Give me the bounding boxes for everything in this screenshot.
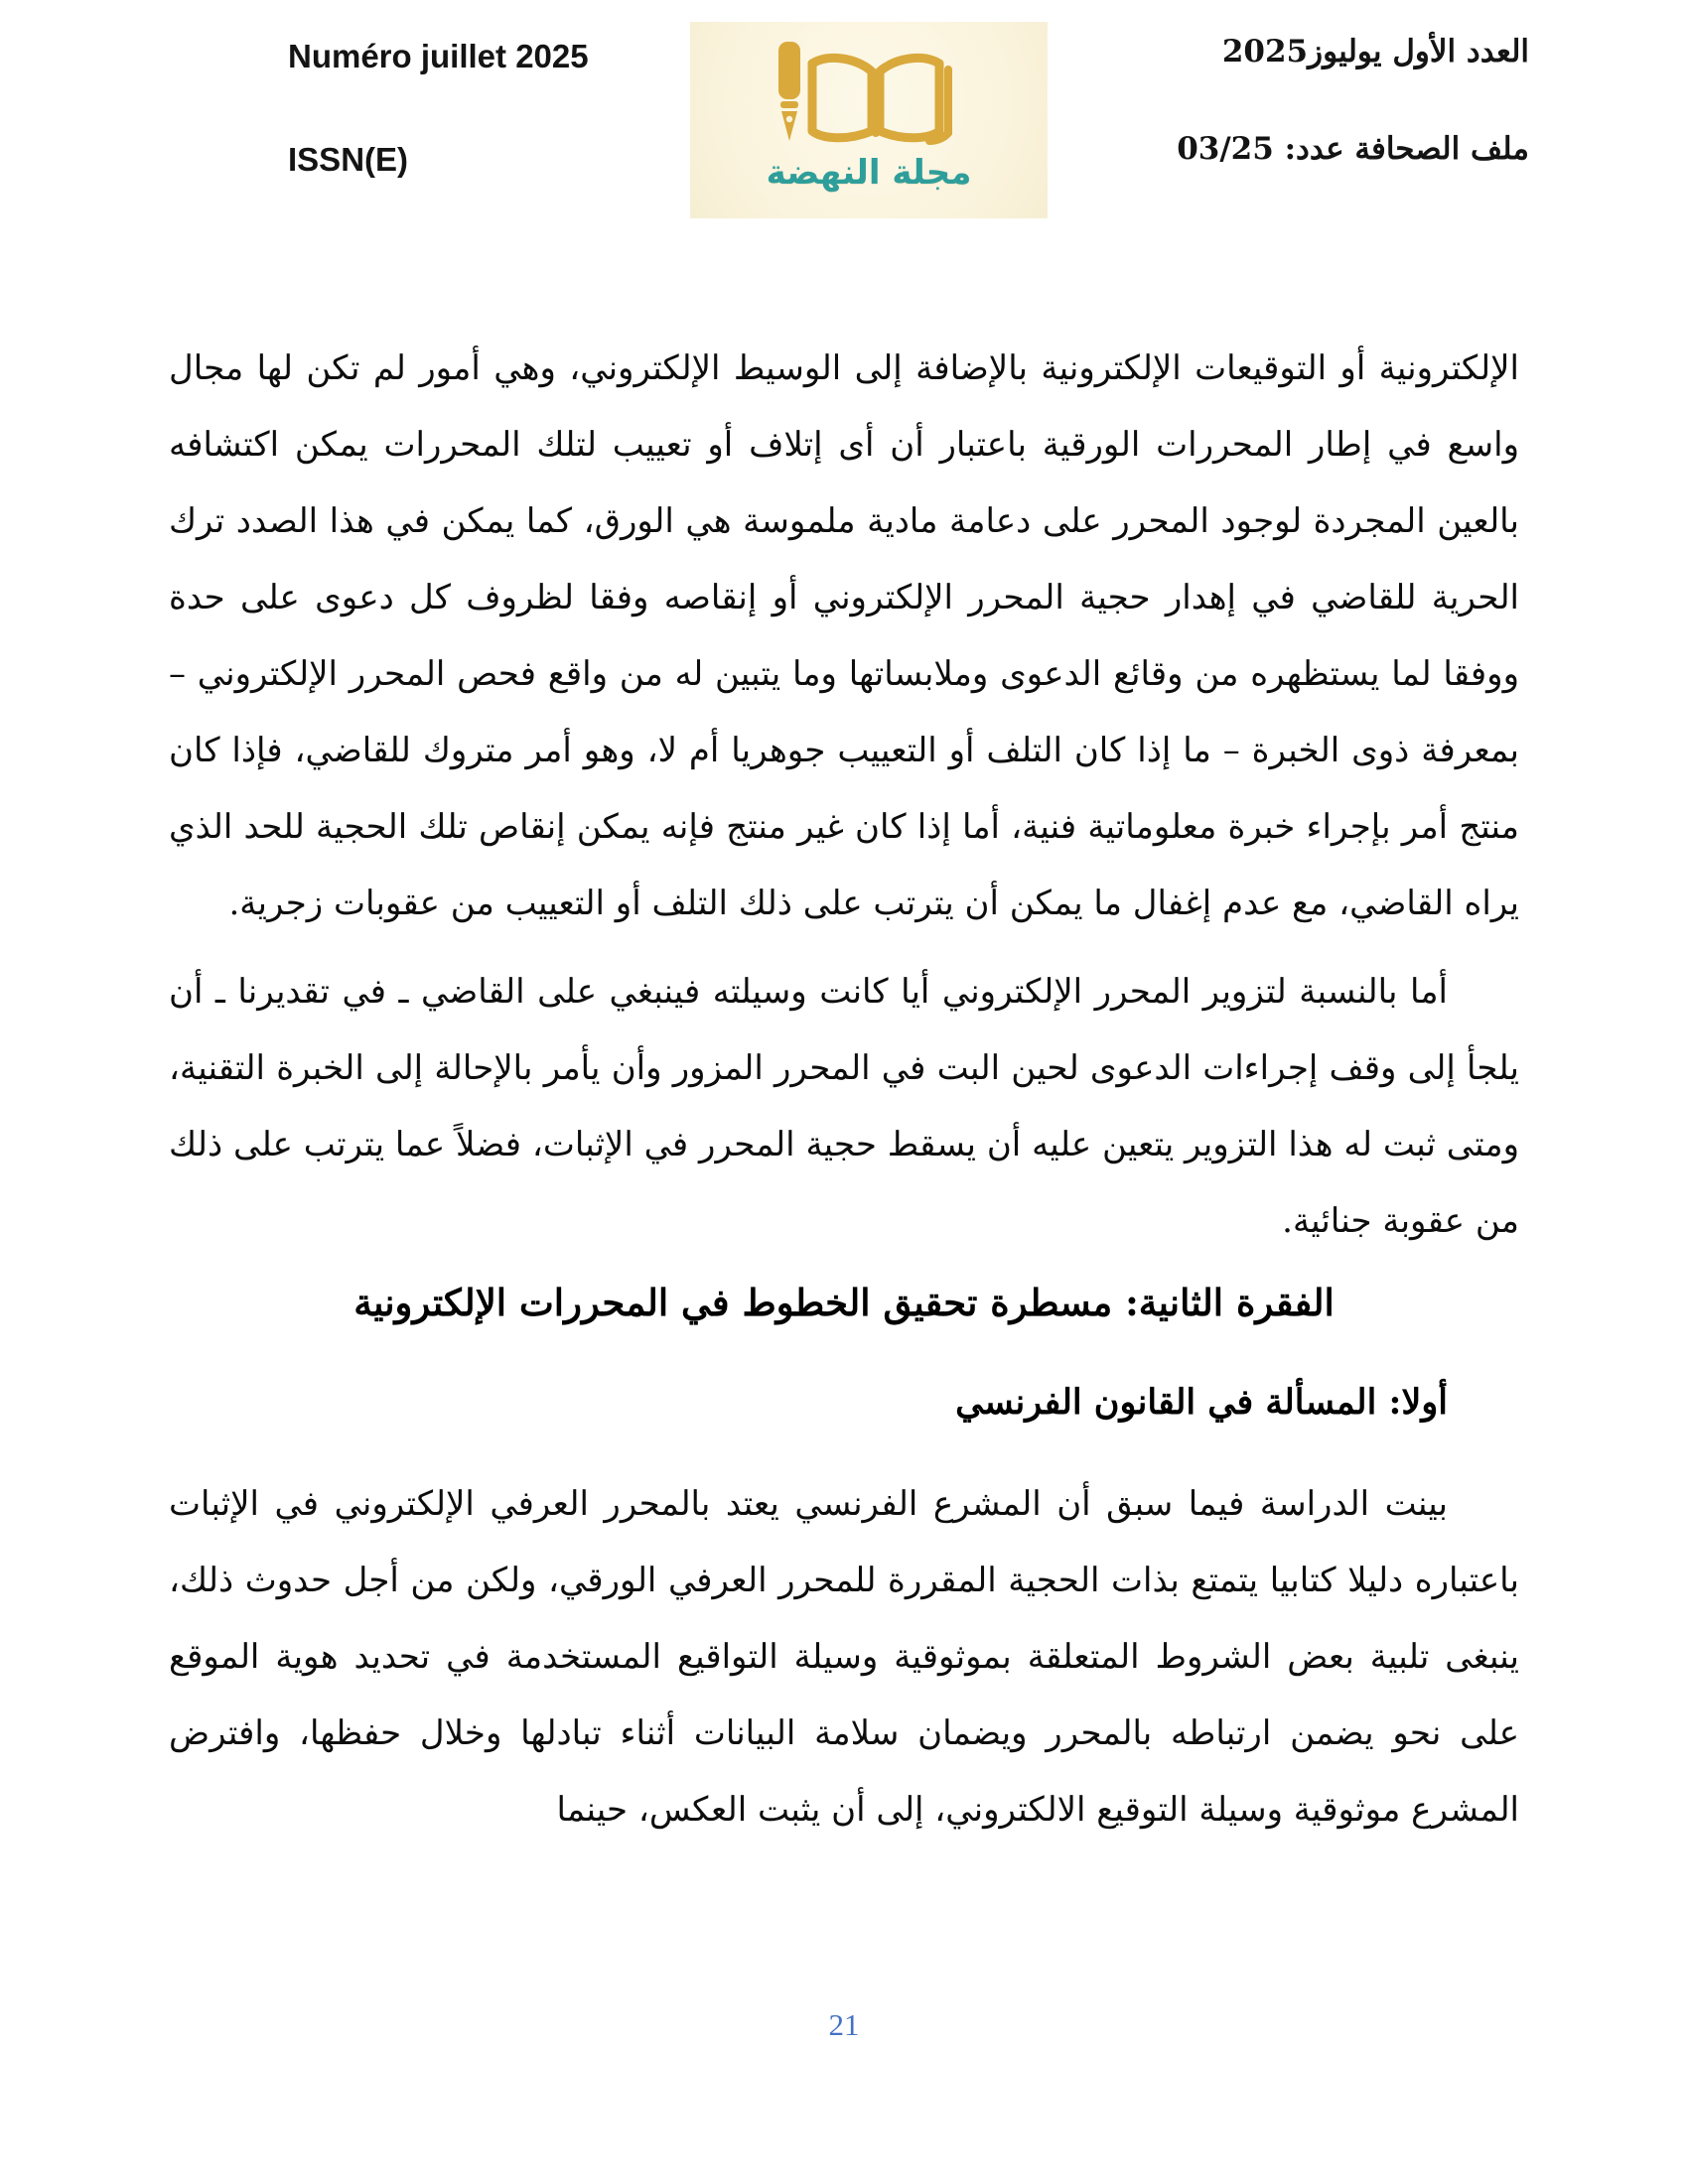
journal-logo	[690, 22, 1048, 218]
issue-date-french: Numéro juillet 2025	[288, 38, 589, 74]
paragraph-forgery: أما بالنسبة لتزوير المحرر الإلكتروني أيا كانت وسيلته فينبغي على القاضي ـ في تقديرنا ـ أن يلجأ إلى وقف إجراءات الدعوى لحين البت في المحرر المزور وأن يأمر بالإحالة إلى الخبرة التقنية، ومتى ثبت له هذا التزوير يتعين عليه أن يسقط حجية المحرر في الإثبات، فضلاً عما يترتب على ذلك من عقوبة جنائية.	[169, 972, 1519, 1241]
issn-label: ISSN(E)	[288, 141, 409, 178]
paragraph-evidentiary-value: الإلكترونية أو التوقيعات الإلكترونية بالإضافة إلى الوسيط الإلكتروني، وهي أمور لم تكن لها مجال واسع في إطار المحررات الورقية باعتبار أن أى إتلاف أو تعييب لتلك المحررات يمكن اكتشافه بالعين المجردة لوجود المحرر على دعامة مادية ملموسة هي الورق، كما يمكن في هذا الصدد ترك الحرية للقاضي في إهدار حجية المحرر الإلكتروني أو إنقاصه وفقا لظروف كل دعوى على حدة ووفقا لما يستظهره من وقائع الدعوى وملابساتها وما يتبين له من واقع فحص المحرر الإلكتروني – بمعرفة ذوى الخبرة – ما إذا كان التلف أو التعييب جوهريا أم لا، وهو أمر متروك للقاضي، فإذا كان منتج أمر بإجراء خبرة معلوماتية فنية، أما إذا كان غير منتج فإنه يمكن إنقاص تلك الحجية للحد الذي يراه القاضي، مع عدم إغفال ما يمكن أن يترتب على ذلك التلف أو التعييب من عقوبات زجرية.	[169, 348, 1520, 923]
section-heading: الفقرة الثانية: مسطرة تحقيق الخطوط في المحررات الإلكترونية	[353, 1281, 1335, 1324]
header-right	[1053, 34, 1529, 167]
paragraph-french-law: بينت الدراسة فيما سبق أن المشرع الفرنسي يعتد بالمحرر العرفي الإلكتروني في الإثبات باعتباره دليلا كتابيا يتمتع بذات الحجية المقررة للمحرر العرفي الورقي، ولكن من أجل حدوث ذلك، ينبغى تلبية بعض الشروط المتعلقة بموثوقية وسيلة التواقيع المستخدمة في تحديد هوية الموقع على نحو يضمن ارتباطه بالمحرر ويضمان سلامة البيانات أثناء تبادلها وخلال حفظها، وافترض المشرع موثوقية وسيلة التوقيع الالكتروني، إلى أن يثبت العكس، حينما	[169, 1484, 1519, 1830]
page-number: 21	[828, 2007, 860, 2042]
press-file-number: ملف الصحافة عدد: 03/25	[1177, 131, 1529, 167]
header-left	[288, 38, 589, 179]
article-body	[169, 331, 1519, 1848]
issue-title-arabic: العدد الأول يوليوز2025	[1221, 34, 1529, 69]
sub-heading-french-law: أولا: المسألة في القانون الفرنسي	[955, 1382, 1448, 1423]
journal-logo-title: مجلة النهضة	[766, 153, 972, 193]
pen-and-book-icon	[745, 36, 993, 157]
page-footer	[0, 2007, 1688, 2043]
